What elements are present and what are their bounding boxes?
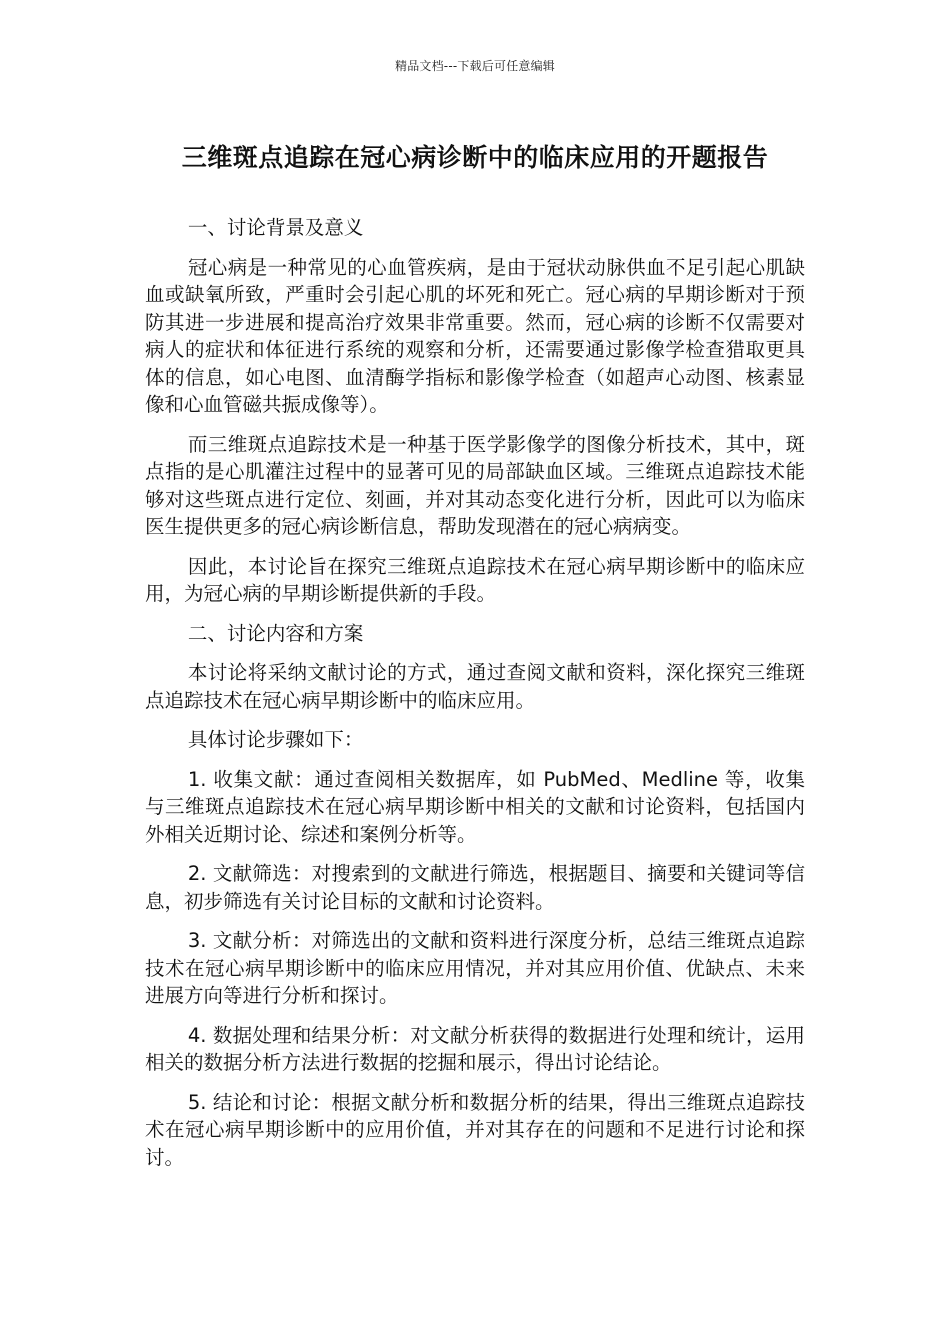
step-5-conclusion: 5. 结论和讨论：根据文献分析和数据分析的结果，得出三维斑点追踪技术在冠心病早期诊断中的应用价值，并对其存在的问题和不足进行讨论和探讨。 xyxy=(145,1090,805,1169)
paragraph-method: 本讨论将采纳文献讨论的方式，通过查阅文献和资料，深化探究三维斑点追踪技术在冠心病早期诊断中的临床应用。 xyxy=(145,661,805,712)
section-heading-background: 一、讨论背景及意义 xyxy=(187,216,364,239)
paragraph-speckle-tracking: 而三维斑点追踪技术是一种基于医学影像学的图像分析技术，其中，斑点指的是心肌灌注过程中的显著可见的局部缺血区域。三维斑点追踪技术能够对这些斑点进行定位、刻画，并对其动态变化进行分析，因此可以为临床医生提供更多的冠心病诊断信息，帮助发现潜在的冠心病病变。 xyxy=(145,432,805,538)
header-note: 精品文档---下载后可任意编辑 xyxy=(395,59,555,73)
document-body xyxy=(145,214,805,1183)
paragraph-steps-intro: 具体讨论步骤如下： xyxy=(187,728,364,751)
section-heading-content: 二、讨论内容和方案 xyxy=(187,621,364,645)
paragraph-intro-coronary: 冠心病是一种常见的心血管疾病，是由于冠状动脉供血不足引起心肌缺血或缺氧所致，严重时会引起心肌的坏死和死亡。冠心病的早期诊断对于预防其进一步进展和提高治疗效果非常重要。然而，冠心病的诊断不仅需要对病人的症状和体征进行系统的观察和分析，还需要通过影像学检查猎取更具体的信息，如心电图、血清酶学指标和影像学检查（如超声心动图、核素显像和心血管磁共振成像等）。 xyxy=(145,255,805,416)
step-1-collect: 1. 收集文献：通过查阅相关数据库，如 PubMed、Medline 等，收集与三维斑点追踪技术在冠心病早期诊断中相关的文献和讨论资料，包括国内外相关近期讨论、综述和案例分析等。 xyxy=(145,767,805,846)
document-title: 三维斑点追踪在冠心病诊断中的临床应用的开题报告 xyxy=(181,143,769,172)
step-3-analyze: 3. 文献分析：对筛选出的文献和资料进行深度分析，总结三维斑点追踪技术在冠心病早期诊断中的临床应用情况，并对其应用价值、优缺点、未来进展方向等进行分析和探讨。 xyxy=(145,929,805,1007)
step-4-data-processing: 4. 数据处理和结果分析：对文献分析获得的数据进行处理和统计，运用相关的数据分析方法进行数据的挖掘和展示，得出讨论结论。 xyxy=(145,1023,805,1074)
step-2-screen: 2. 文献筛选：对搜索到的文献进行筛选，根据题目、摘要和关键词等信息，初步筛选有关讨论目标的文献和讨论资料。 xyxy=(145,862,805,913)
paragraph-purpose: 因此，本讨论旨在探究三维斑点追踪技术在冠心病早期诊断中的临床应用，为冠心病的早期诊断提供新的手段。 xyxy=(145,554,805,605)
